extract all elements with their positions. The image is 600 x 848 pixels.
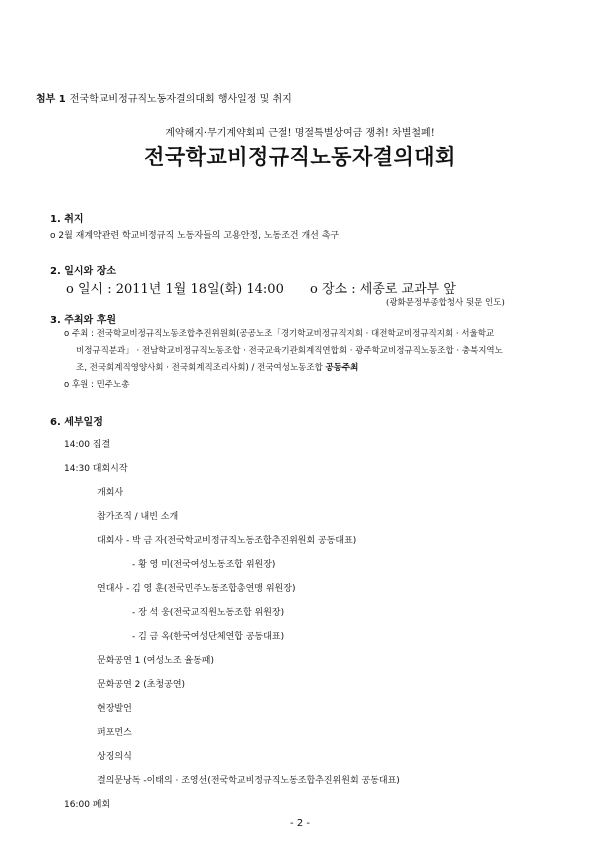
schedule-item: - 장 석 웅(전국교직원노동조합 위원장) xyxy=(132,608,285,618)
section-purpose-text: o 2월 재계약관련 학교비정규직 노동자들의 고용안정, 노동조건 개선 촉구 xyxy=(50,231,340,241)
schedule-item: 결의문낭독 -이태의 · 조영선(전국학교비정규직노동조합추진위원회 공동대표) xyxy=(97,776,400,786)
page-number: - 2 - xyxy=(290,818,310,829)
attachment-label: 첨부 1 xyxy=(36,94,66,105)
attachment-line xyxy=(36,90,292,105)
schedule-item: 참가조직 / 내빈 소개 xyxy=(97,512,179,522)
schedule-item: 퍼포먼스 xyxy=(97,728,132,738)
section-host-heading: 3. 주최와 후원 xyxy=(50,315,117,326)
schedule-item: 대회사 - 박 금 자(전국학교비정규직노동조합추진위원회 공동대표) xyxy=(97,536,357,546)
schedule-item: 문화공연 1 (여성노조 율동패) xyxy=(97,656,214,666)
schedule-item: - 황 영 미(전국여성노동조합 위원장) xyxy=(132,560,276,570)
host-cohost-label: 공동주최 xyxy=(325,363,359,373)
section-purpose-heading: 1. 취지 xyxy=(50,214,84,225)
host-line-2: 비정규직분과」 · 전남학교비정규직노동조합 · 전국교육기관회계직연합회 · 광주학교비정규직노동조합 · 충북지역노 xyxy=(76,346,503,356)
section-schedule-heading: 6. 세부일정 xyxy=(50,417,103,428)
section-datetime-heading: 2. 일시와 장소 xyxy=(50,266,117,277)
schedule-item: 개회사 xyxy=(97,488,124,498)
host-line-3-text: 조, 전국회계직영양사회 · 전국회계직조리사회) / 전국여성노동조합 xyxy=(76,363,323,373)
event-place-note: (광화문정부종합청사 뒷문 인도) xyxy=(386,298,505,308)
schedule-item: 연대사 - 김 영 훈(전국민주노동조합총연맹 위원장) xyxy=(97,584,296,594)
event-date: o 일시 : 2011년 1월 18일(화) 14:00 xyxy=(66,282,284,297)
schedule-item: 14:30 대회시작 xyxy=(64,464,128,474)
host-line-1: o 주최 : 전국학교비정규직노동조합추진위원회(공공노조「경기학교비정규직지회 · 대전학교비정규직지회 · 서울학교 xyxy=(64,329,495,339)
schedule-item: 현장발언 xyxy=(97,704,132,714)
host-line-3 xyxy=(76,361,358,376)
sponsor-line: o 후원 : 민주노총 xyxy=(64,380,130,390)
schedule-item: 문화공연 2 (초청공연) xyxy=(97,680,186,690)
attachment-text: 전국학교비정규직노동자결의대회 행사일정 및 취지 xyxy=(69,94,292,105)
slogan: 계약해지·무기계약회피 근절! 명절특별상여금 쟁취! 차별철폐! xyxy=(165,128,435,139)
page-title: 전국학교비정규직노동자결의대회 xyxy=(144,144,456,169)
schedule-item: 16:00 폐회 xyxy=(64,800,111,810)
schedule-item: - 김 금 옥(한국여성단체연합 공동대표) xyxy=(132,632,285,642)
schedule-item: 상징의식 xyxy=(97,752,132,762)
event-place: o 장소 : 세종로 교과부 앞 xyxy=(310,282,456,297)
schedule-item: 14:00 집결 xyxy=(64,440,111,450)
